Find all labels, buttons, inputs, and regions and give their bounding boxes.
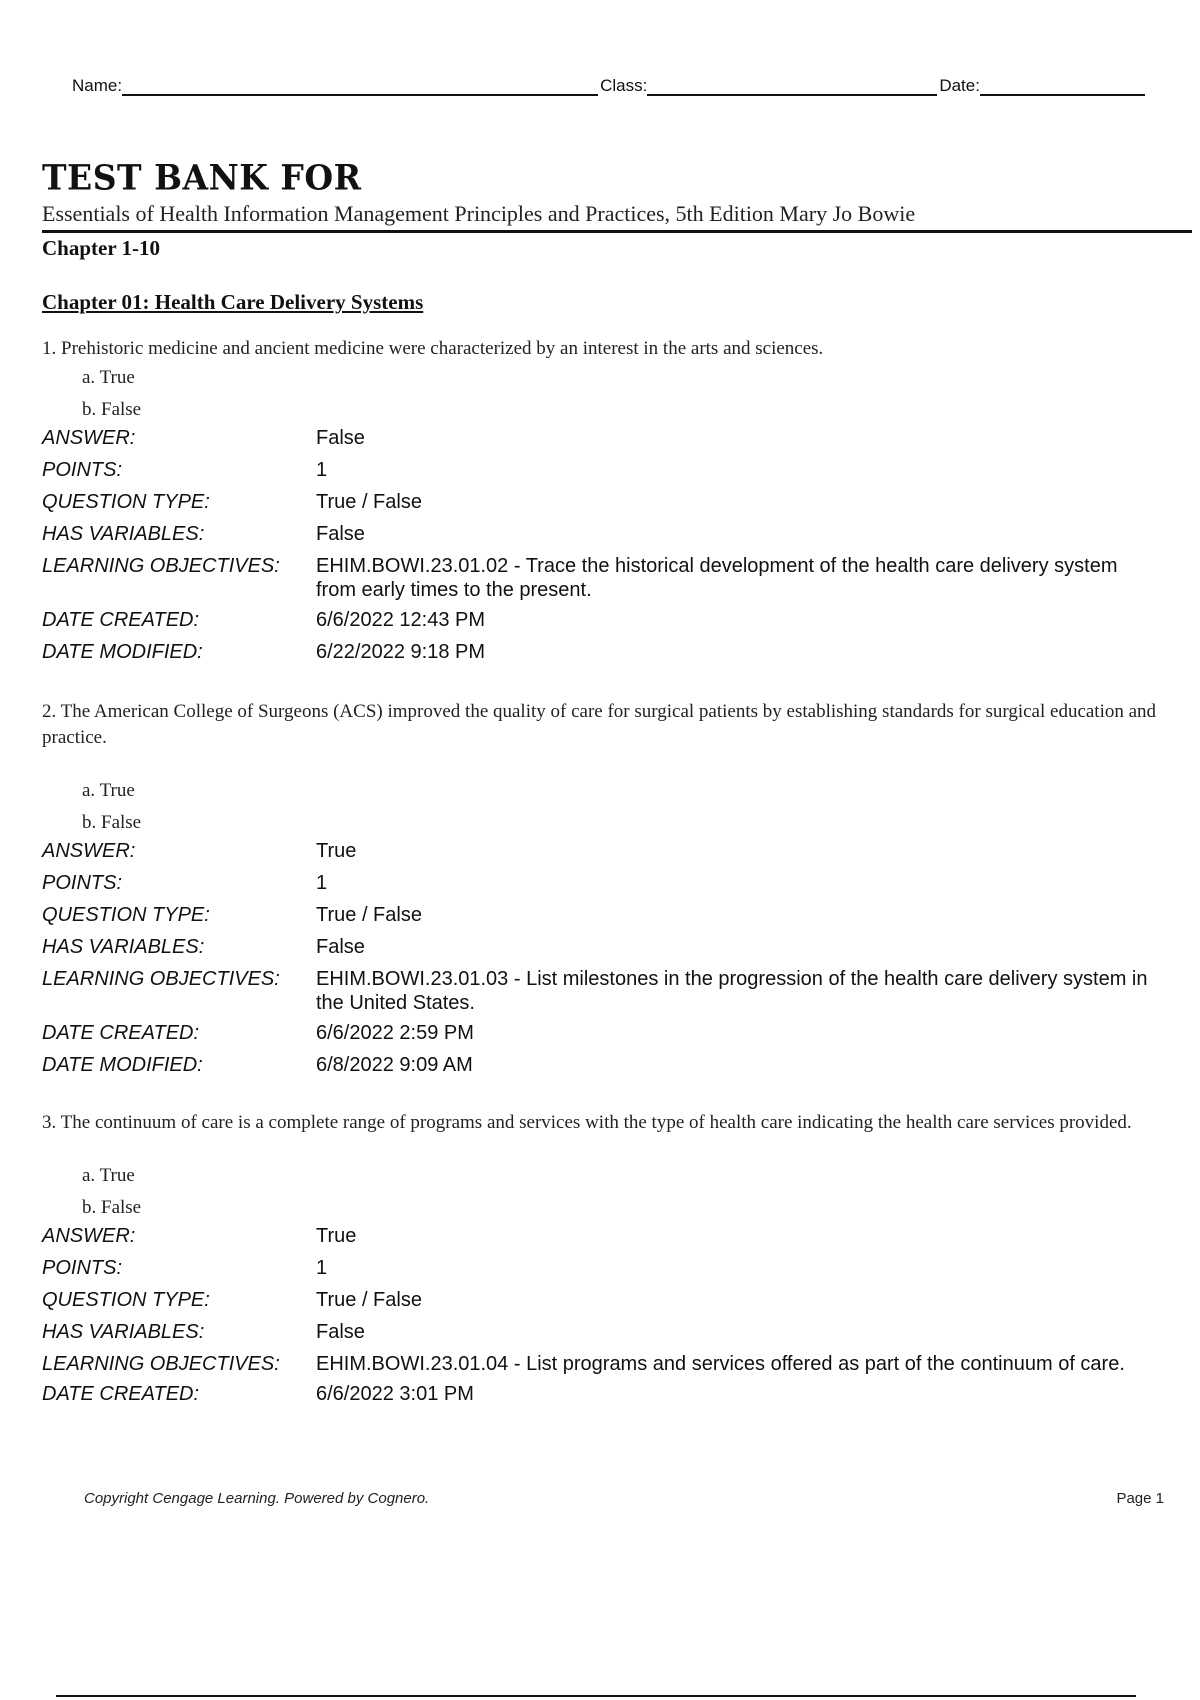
- date-modified-value: 6/8/2022 9:09 AM: [316, 1054, 473, 1076]
- date-created-label: DATE CREATED:: [42, 1022, 200, 1044]
- question-1: [42, 336, 1162, 672]
- question-stem: 3. The continuum of care is a complete range of programs and services with the type of health care indicating the health care services provided.: [42, 1112, 1132, 1133]
- points-label: POINTS:: [42, 459, 123, 481]
- question-metadata: [42, 839, 1162, 1085]
- question-type-label: QUESTION TYPE:: [42, 1289, 210, 1311]
- learning-objective-value: EHIM.BOWI.23.01.03 - List milestones in the progression of the health care delivery system in the United States.: [316, 968, 1148, 1014]
- choice-a: a. True: [82, 1165, 135, 1186]
- chapter-heading: Chapter 01: Health Care Delivery Systems: [42, 290, 424, 314]
- points-value: 1: [316, 872, 328, 894]
- answer-choices: [82, 775, 1162, 839]
- question-type-label: QUESTION TYPE:: [42, 904, 210, 926]
- answer-label: ANSWER:: [42, 840, 136, 862]
- question-metadata: [42, 426, 1162, 672]
- question-3: [42, 1110, 1162, 1414]
- has-variables-label: HAS VARIABLES:: [42, 936, 205, 958]
- learning-objectives-label: LEARNING OBJECTIVES:: [42, 555, 280, 577]
- copyright-notice: Copyright Cengage Learning. Powered by Cognero.: [84, 1490, 430, 1507]
- date-modified-label: DATE MODIFIED:: [42, 1054, 203, 1076]
- date-label: Date:: [939, 76, 980, 95]
- choice-a: a. True: [82, 367, 135, 388]
- name-label: Name:: [72, 76, 123, 95]
- answer-choices: [82, 362, 1162, 426]
- points-label: POINTS:: [42, 872, 123, 894]
- question-metadata: [42, 1224, 1125, 1414]
- question-stem: 1. Prehistoric medicine and ancient medicine were characterized by an interest in the arts and sciences.: [42, 338, 824, 359]
- answer-label: ANSWER:: [42, 427, 136, 449]
- has-variables-value: False: [316, 523, 365, 545]
- document-title: TEST BANK FOR: [42, 157, 362, 198]
- answer-choices: [82, 1160, 1162, 1224]
- learning-objective-value: EHIM.BOWI.23.01.02 - Trace the historical development of the health care delivery system from early times to the present.: [316, 555, 1118, 601]
- class-label: Class:: [600, 76, 648, 95]
- has-variables-label: HAS VARIABLES:: [42, 523, 205, 545]
- question-stem: 2. The American College of Surgeons (ACS) improved the quality of care for surgical patients by establishing standards for surgical education and practice.: [42, 701, 1157, 748]
- question-type-value: True / False: [316, 904, 422, 926]
- learning-objectives-label: LEARNING OBJECTIVES:: [42, 968, 280, 990]
- date-modified-value: 6/22/2022 9:18 PM: [316, 641, 486, 663]
- page-footer: [84, 1490, 1164, 1507]
- chapter-range: Chapter 1-10: [42, 236, 161, 260]
- date-created-value: 6/6/2022 3:01 PM: [316, 1383, 474, 1405]
- date-created-label: DATE CREATED:: [42, 609, 200, 631]
- learning-objectives-label: LEARNING OBJECTIVES:: [42, 1353, 280, 1375]
- choice-b: b. False: [82, 1197, 142, 1218]
- date-created-label: DATE CREATED:: [42, 1383, 200, 1405]
- question-2: [42, 699, 1162, 1085]
- date-modified-label: DATE MODIFIED:: [42, 641, 203, 663]
- date-created-value: 6/6/2022 12:43 PM: [316, 609, 486, 631]
- date-created-value: 6/6/2022 2:59 PM: [316, 1022, 474, 1044]
- learning-objective-value: EHIM.BOWI.23.01.04 - List programs and services offered as part of the continuum of care.: [316, 1353, 1125, 1375]
- name-field[interactable]: [122, 72, 598, 96]
- answer-value: False: [316, 427, 365, 449]
- points-value: 1: [316, 459, 328, 481]
- book-subtitle: Essentials of Health Information Management Principles and Practices, 5th Edition Mary Jo Bowie: [42, 201, 916, 226]
- answer-value: True: [316, 840, 357, 862]
- choice-a: a. True: [82, 780, 135, 801]
- points-value: 1: [316, 1257, 328, 1279]
- points-label: POINTS:: [42, 1257, 123, 1279]
- title-divider: [42, 230, 1192, 233]
- page-number: Page 1: [1116, 1490, 1164, 1507]
- has-variables-value: False: [316, 1321, 365, 1343]
- date-field[interactable]: [980, 72, 1145, 96]
- question-type-value: True / False: [316, 1289, 422, 1311]
- has-variables-label: HAS VARIABLES:: [42, 1321, 205, 1343]
- choice-b: b. False: [82, 399, 142, 420]
- choice-b: b. False: [82, 812, 142, 833]
- answer-label: ANSWER:: [42, 1225, 136, 1247]
- bottom-divider: [56, 1695, 1136, 1697]
- answer-value: True: [316, 1225, 357, 1247]
- class-field[interactable]: [647, 72, 937, 96]
- has-variables-value: False: [316, 936, 365, 958]
- student-info-header: [72, 72, 1162, 96]
- question-type-value: True / False: [316, 491, 422, 513]
- question-type-label: QUESTION TYPE:: [42, 491, 210, 513]
